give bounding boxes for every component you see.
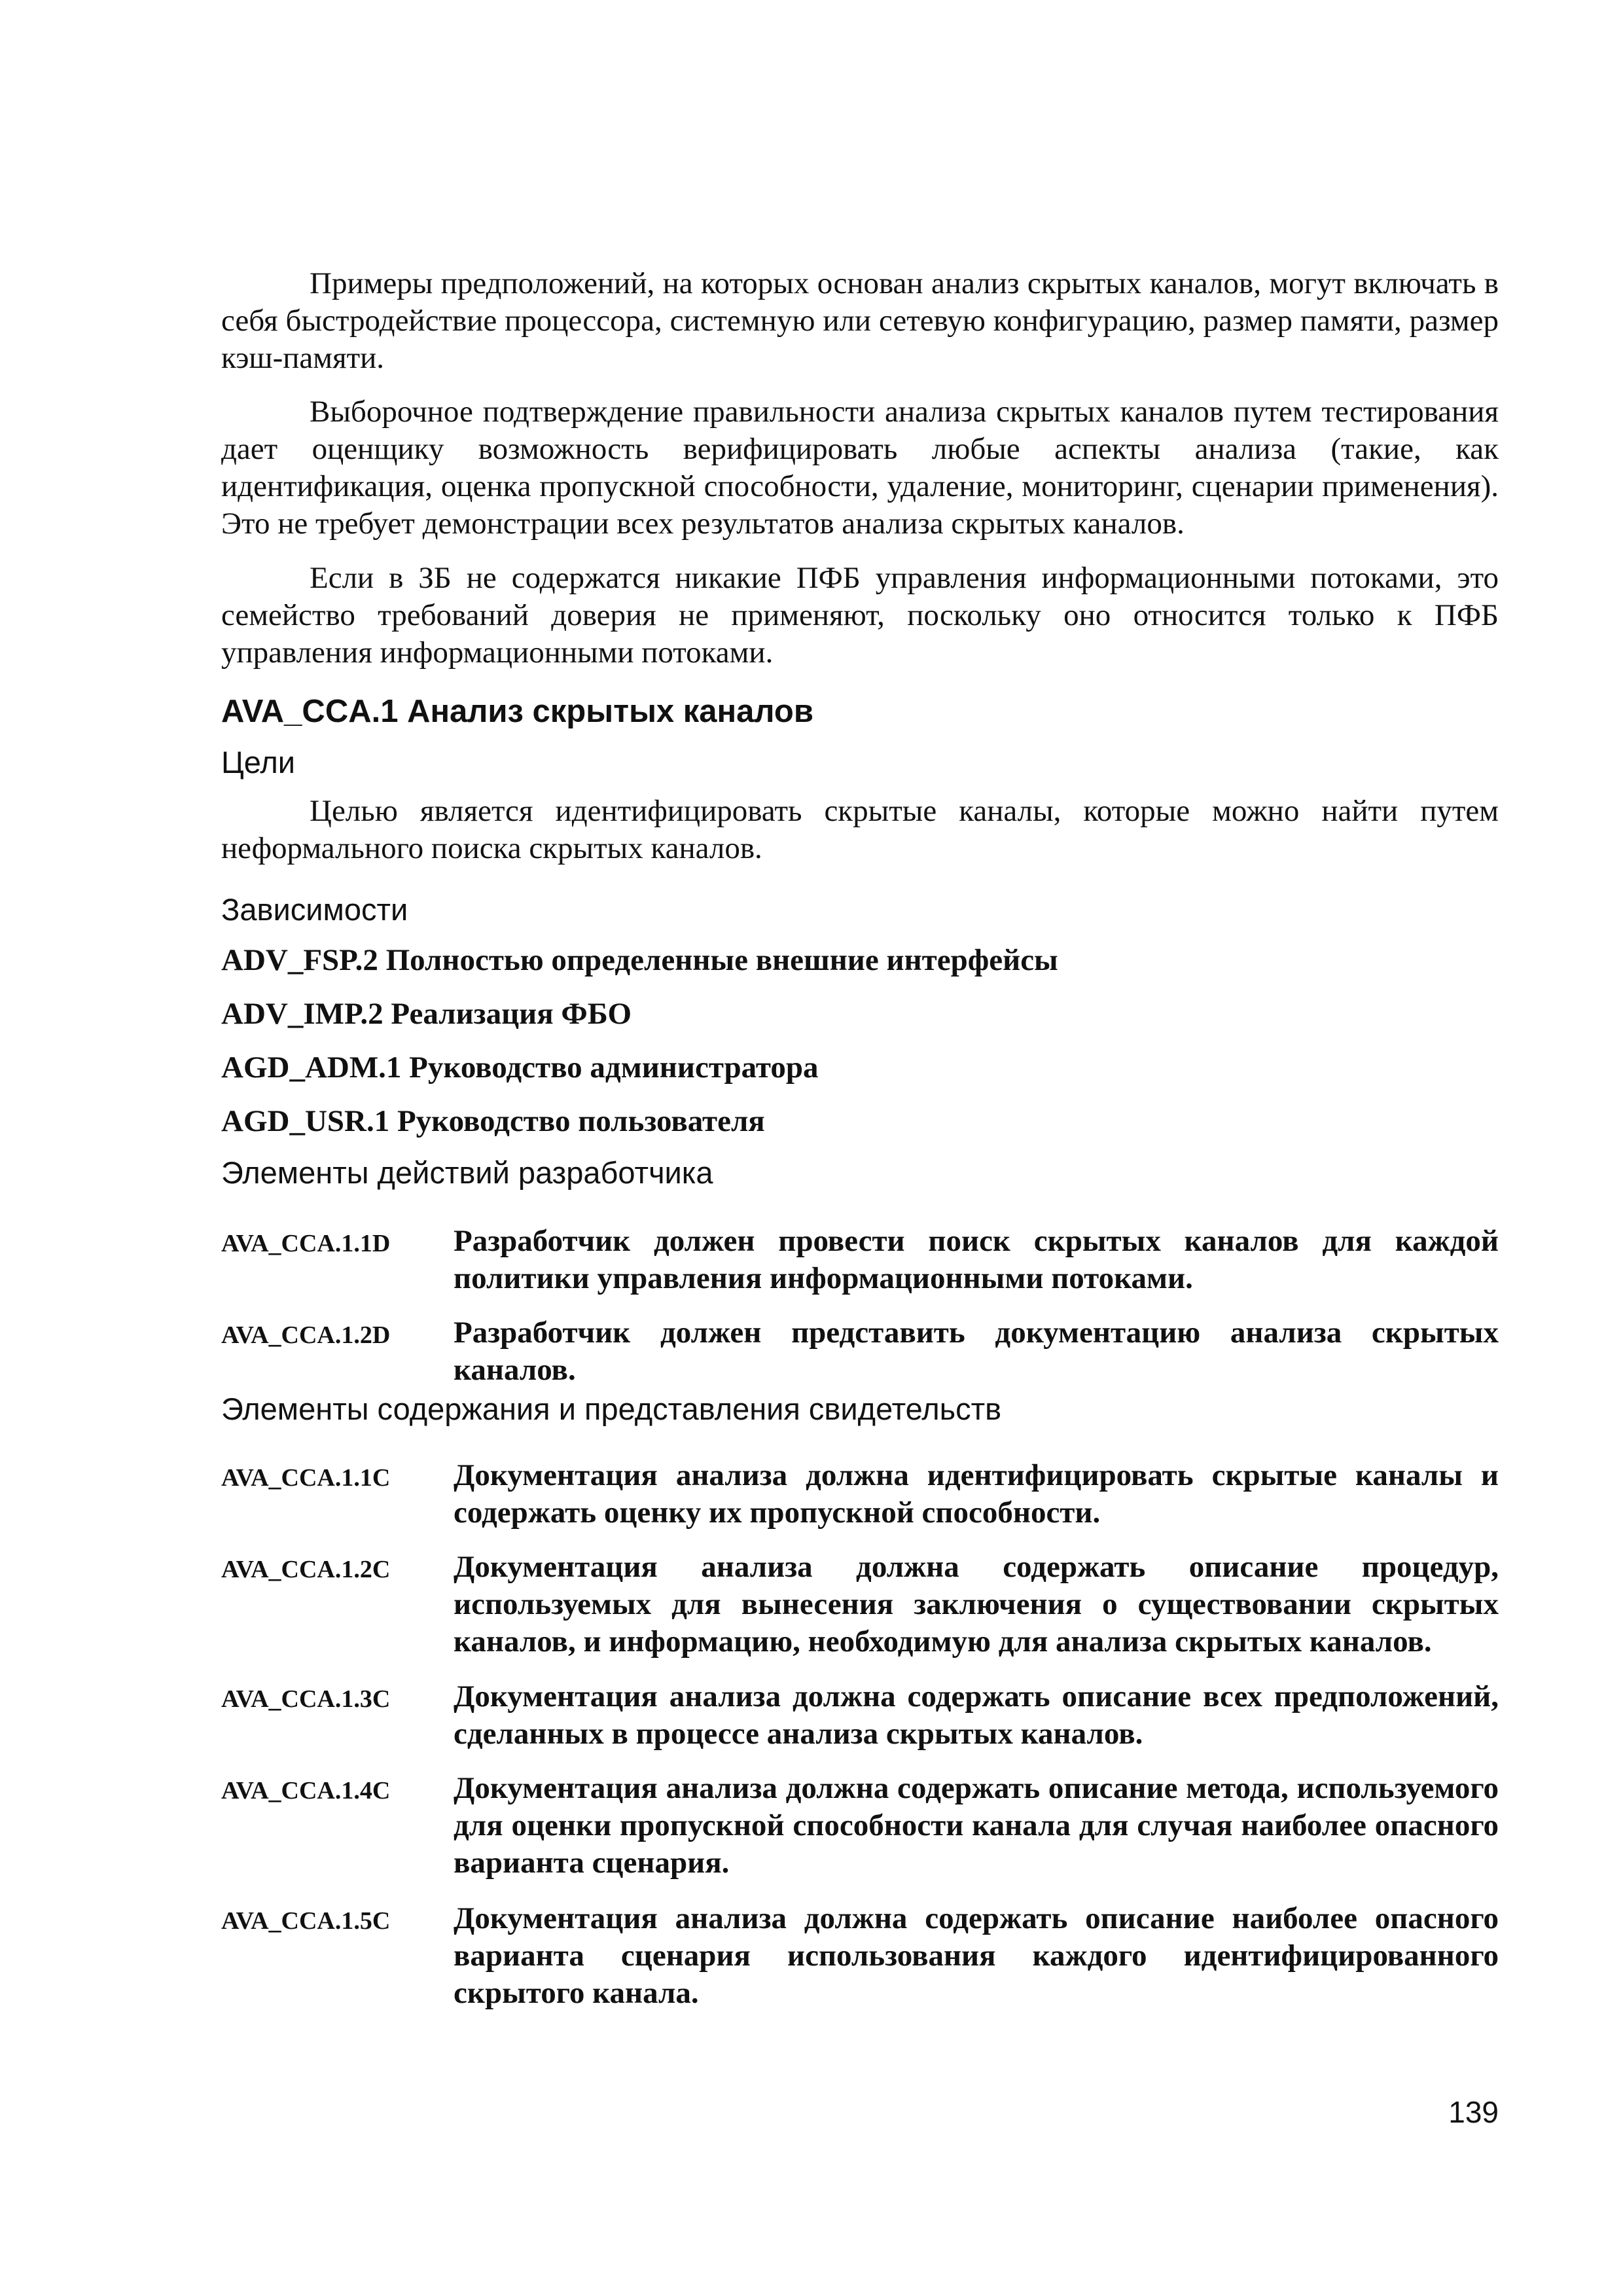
dependency-text: AGD_ADM.1 Руководство администратора [221,1050,819,1085]
element-id: AVA_CCA.1.1C [221,1464,391,1492]
dependency-text: ADV_FSP.2 Полностью определенные внешние интерфейсы [221,943,1058,977]
element-text: Разработчик должен представить документацию анализа скрытых каналов. [454,1316,1499,1387]
element-id: AVA_CCA.1.2C [221,1556,391,1583]
paragraph-text: Выборочное подтверждение правильности анализа скрытых каналов путем тестирования дает оценщику возможность верифицировать любые аспекты анализа (такие, как идентификация, оценка пропускной способности, удаление, мониторинг, сценарии применения). Это не требует демонстрации всех результатов анализа скрытых каналов. [221,395,1499,541]
intro-paragraph-2 [221,393,1499,543]
element-id: AVA_CCA.1.2D [221,1321,391,1349]
element-text: Документация анализа должна содержать описание всех предположений, сделанных в процессе анализа скрытых каналов. [454,1679,1499,1751]
developer-elements-heading-text: Элементы действий разработчика [221,1155,713,1190]
objectives-paragraph [221,793,1499,867]
dependency-item [221,1102,1499,1140]
dependencies-heading [221,891,1499,929]
element-text: Документация анализа должна содержать описание наиболее опасного варианта сценария использования каждого идентифицированного скрытого канала. [454,1901,1499,2010]
objectives-text: Целью является идентифицировать скрытые каналы, которые можно найти путем неформального поиска скрытых каналов. [221,794,1499,865]
objectives-heading [221,744,1499,781]
dependency-text: ADV_IMP.2 Реализация ФБО [221,997,632,1031]
element-text: Документация анализа должна идентифицировать скрытые каналы и содержать оценку их пропускной способности. [454,1458,1499,1530]
element-text: Документация анализа должна содержать описание метода, используемого для оценки пропускной способности канала для случая наиболее опасного варианта сценария. [454,1771,1499,1880]
element-id: AVA_CCA.1.3C [221,1685,391,1713]
element-text: Разработчик должен провести поиск скрытых каналов для каждой политики управления информационными потоками. [454,1224,1499,1295]
element-id: AVA_CCA.1.5C [221,1907,391,1935]
dependency-text: AGD_USR.1 Руководство пользователя [221,1104,765,1138]
element-text: Документация анализа должна содержать описание процедур, используемых для вынесения заключения о существовании скрытых каналов, и информацию, необходимую для анализа скрытых каналов. [454,1550,1499,1659]
intro-paragraph-3 [221,560,1499,672]
intro-paragraph-1 [221,265,1499,377]
section-title-text: AVA_CCA.1 Анализ скрытых каналов [221,694,813,729]
content-elements-heading [221,1390,1499,1428]
dependency-item [221,1049,1499,1086]
dependencies-heading-text: Зависимости [221,892,408,927]
section-title [221,692,1499,731]
developer-elements-heading [221,1154,1499,1192]
content-elements-heading-text: Элементы содержания и представления свидетельств [221,1391,1002,1426]
element-id: AVA_CCA.1.1D [221,1230,391,1257]
page-number: 139 [1448,2095,1499,2129]
dependency-item [221,941,1499,979]
element-id: AVA_CCA.1.4C [221,1777,391,1804]
paragraph-text: Примеры предположений, на которых основан анализ скрытых каналов, могут включать в себя быстродействие процессора, системную или сетевую конфигурацию, размер памяти, размер кэш-памяти. [221,266,1499,375]
dependency-item [221,995,1499,1033]
objectives-heading-text: Цели [221,745,296,780]
paragraph-text: Если в ЗБ не содержатся никакие ПФБ управления информационными потоками, это семейство требований доверия не применяют, поскольку оно относится только к ПФБ управления информационными потоками. [221,561,1499,670]
